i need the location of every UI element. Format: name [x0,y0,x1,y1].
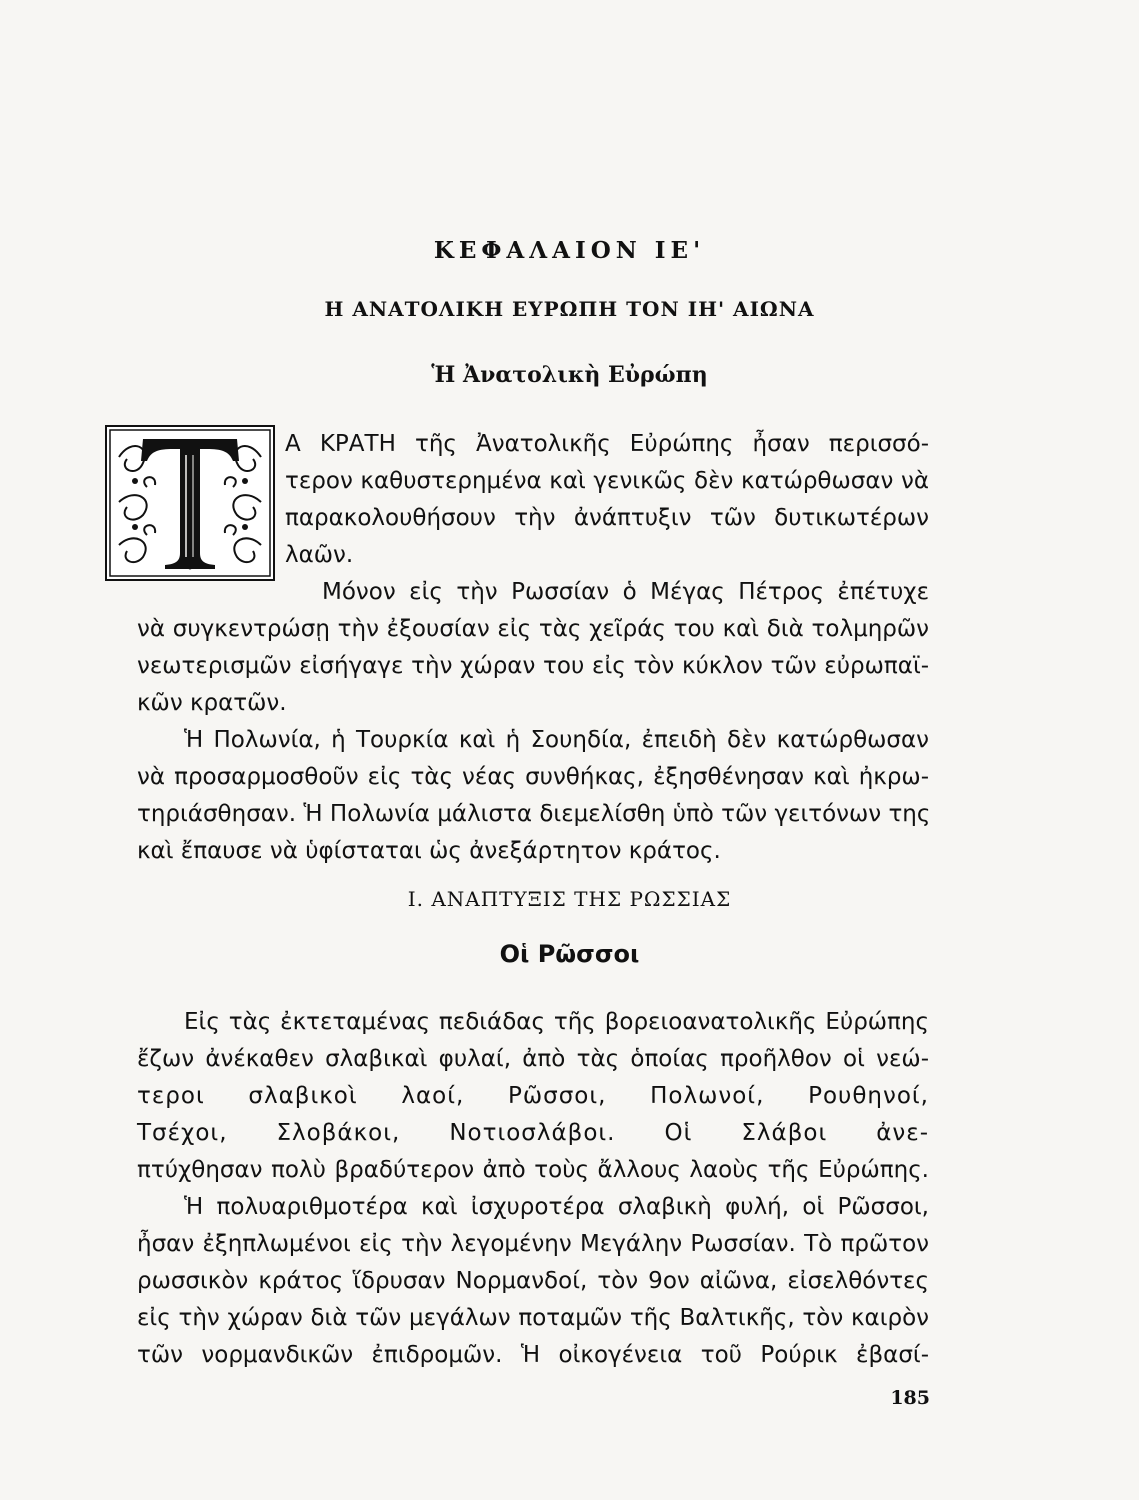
paragraph-line: Μόνον εἰς τὴν Ρωσσίαν ὁ Μέγας Πέτρος ἐπέτυχε [322,579,929,605]
dropcap-initial [105,425,275,581]
paragraph-line: τηριάσθησαν. Ἡ Πολωνία μάλιστα διεμελίσθη ὑπὸ τῶν γειτόνων της [137,801,931,827]
paragraph-line: ρωσσικὸν κράτος ἵδρυσαν Νορμανδοί, τὸν 9ον αἰῶνα, εἰσελθόντες [137,1268,929,1294]
paragraph-line: εἰς τὴν χώραν διὰ τῶν μεγάλων ποταμῶν τῆς Βαλτικῆς, τὸν καιρὸν [137,1305,929,1331]
section-heading: Ἡ Ἀνατολικὴ Εὐρώπη [431,362,708,388]
ornament-icon [107,427,273,579]
paragraph-line: νὰ συγκεντρώσῃ τὴν ἐξουσίαν εἰς τὰς χεῖράς του καὶ διὰ τολμηρῶν [137,616,929,642]
paragraph-line: τεροι σλαβικοὶ λαοί, Ρῶσσοι, Πολωνοί, Ρουθηνοί, [137,1083,929,1109]
paragraph-line: ἔζων ἀνέκαθεν σλαβικαὶ φυλαί, ἀπὸ τὰς ὁποίας προῆλθον οἱ νεώ- [137,1046,929,1072]
subsection-title: I. ΑΝΑΠΤΥΞΙΣ ΤΗΣ ΡΩΣΣΙΑΣ [407,887,732,911]
paragraph-line: Ἡ Πολωνία, ἡ Τουρκία καὶ ἡ Σουηδία, ἐπειδὴ δὲν κατώρθωσαν [184,727,929,753]
paragraph-line: Ἡ πολυαριθμοτέρα καὶ ἰσχυροτέρα σλαβικὴ φυλή, οἱ Ρῶσσοι, [184,1194,929,1220]
paragraph-line: καὶ ἔπαυσε νὰ ὑφίσταται ὡς ἀνεξάρτητον κράτος. [137,838,721,864]
chapter-label: ΚΕΦΑΛΑΙΟΝ ΙΕ' [433,237,706,264]
paragraph-line: Τσέχοι, Σλοβάκοι, Νοτιοσλάβοι. Οἱ Σλάβοι ἀνε- [137,1120,929,1146]
paragraph-line: νεωτερισμῶν εἰσήγαγε τὴν χώραν του εἰς τὸν κύκλον τῶν εὐρωπαϊ- [137,653,929,679]
paragraph-line: νὰ προσαρμοσθοῦν εἰς τὰς νέας συνθήκας, ἐξησθένησαν καὶ ἠκρω- [137,764,929,790]
paragraph-line: Εἰς τὰς ἐκτεταμένας πεδιάδας τῆς βορειοανατολικῆς Εὐρώπης [184,1009,929,1035]
paragraph-line: πτύχθησαν πολὺ βραδύτερον ἀπὸ τοὺς ἄλλους λαοὺς τῆς Εὐρώπης. [137,1157,929,1183]
paragraph-line: Α ΚΡΑΤΗ τῆς Ἀνατολικῆς Εὐρώπης ἦσαν περισσό- [285,431,929,457]
chapter-title: Η ΑΝΑΤΟΛΙΚΗ ΕΥΡΩΠΗ ΤΟΝ ΙΗ' ΑΙΩΝΑ [324,297,815,321]
paragraph-line: ἦσαν ἐξηπλωμένοι εἰς τὴν λεγομένην Μεγάλην Ρωσσίαν. Τὸ πρῶτον [137,1231,929,1257]
paragraph-line: τερον καθυστερημένα καὶ γενικῶς δὲν κατώρθωσαν νὰ [285,468,929,494]
page-number: 185 [890,1387,930,1409]
paragraph-line: κῶν κρατῶν. [137,690,287,716]
paragraph-line: τῶν νορμανδικῶν ἐπιδρομῶν. Ἡ οἰκογένεια τοῦ Ρούρικ ἐβασί- [137,1342,929,1368]
paragraph-line: παρακολουθήσουν τὴν ἀνάπτυξιν τῶν δυτικωτέρων [285,505,929,531]
paragraph-line: λαῶν. [285,542,354,568]
subsection-heading: Οἱ Ρῶσσοι [499,940,640,968]
